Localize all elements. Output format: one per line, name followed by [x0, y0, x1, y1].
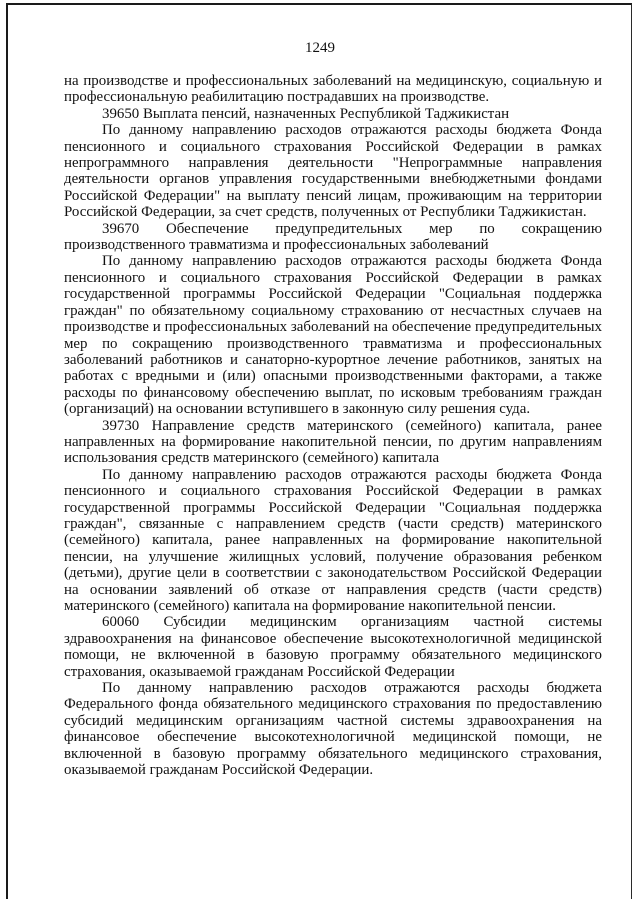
document-body	[64, 73, 602, 778]
section-heading-39730: 39730 Направление средств материнского (семейного) капитала, ранее направленных на формирование накопительной пенсии, по другим направлениям использования средств материнского (семейного) капитала	[64, 417, 602, 467]
paragraph-continuation: на производстве и профессиональных заболеваний на медицинскую, социальную и профессиональную реабилитацию пострадавших на производстве.	[64, 73, 602, 106]
paragraph-39670-description: По данному направлению расходов отражаются расходы бюджета Фонда пенсионного и социального страхования Российской Федерации в рамках государственной программы Российской Федерации "Социальная поддержка граждан" по обязательному социальному страхованию от несчастных случаев на производстве и профессиональных заболеваний на обеспечение предупредительных мер по сокращению производственного травматизма и профессиональных заболеваний работников и санаторно-курортное лечение работников, занятых на работах с вредными и (или) опасными производственными факторами, а также расходы по финансовому обеспечению выплат, по исковым требованиям граждан (организаций) на основании вступившего в законную силу решения суда.	[64, 253, 602, 418]
section-heading-60060: 60060 Субсидии медицинским организациям частной системы здравоохранения на финансовое обеспечение высокотехнологичной медицинской помощи, не включенной в базовую программу обязательного медицинского страхования, оказываемой гражданам Российской Федерации	[64, 614, 602, 680]
paragraph-39650-description: По данному направлению расходов отражаются расходы бюджета Фонда пенсионного и социального страхования Российской Федерации в рамках непрограммного направления деятельности "Непрограммные направления деятельности органов управления государственными внебюджетными фондами Российской Федерации" на выплату пенсий лицам, проживающим на территории Российской Федерации, за счет средств, полученных от Республики Таджикистан.	[64, 122, 602, 221]
section-heading-39650: 39650 Выплата пенсий, назначенных Республикой Таджикистан	[102, 105, 510, 122]
page-number: 1249	[305, 40, 335, 56]
paragraph-39730-description: По данному направлению расходов отражаются расходы бюджета Фонда пенсионного и социального страхования Российской Федерации в рамках государственной программы Российской Федерации "Социальная поддержка граждан", связанные с направлением средств (части средств) материнского (семейного) капитала, ранее направленных на формирование накопительной пенсии, на улучшение жилищных условий, получение образования ребенком (детьми), другие цели в соответствии с законодательством Российской Федерации на основании заявлений об отказе от направления средств (части средств) материнского (семейного) капитала на формирование накопительной пенсии.	[64, 466, 602, 614]
section-heading-39670: 39670 Обеспечение предупредительных мер по сокращению производственного травматизма и профессиональных заболеваний	[64, 220, 602, 254]
paragraph-60060-description: По данному направлению расходов отражаются расходы бюджета Федерального фонда обязательного медицинского страхования по предоставлению субсидий медицинским организациям частной системы здравоохранения на финансовое обеспечение высокотехнологичной медицинской помощи, не включенной в базовую программу обязательного медицинского страхования, оказываемой гражданам Российской Федерации.	[64, 680, 602, 779]
